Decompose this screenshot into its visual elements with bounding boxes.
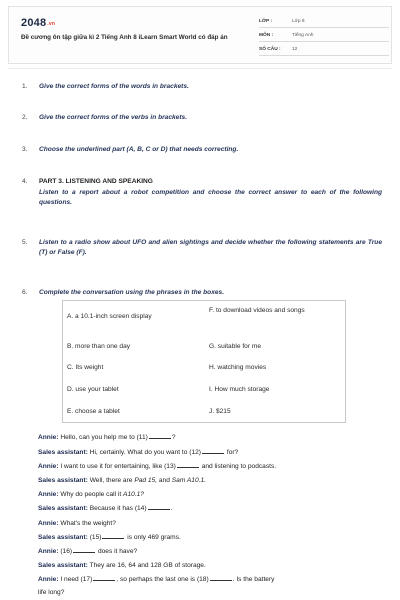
item-number: 5.	[22, 239, 28, 246]
phrase-option: E. choose a tablet	[67, 408, 120, 415]
phrase-option: H. watching movies	[209, 364, 267, 371]
line-text: does it have?	[97, 548, 138, 555]
meta-value: 12	[292, 47, 298, 52]
answer-blank[interactable]	[148, 504, 170, 510]
line-text: I want to use it for entertaining, like	[60, 463, 163, 470]
speaker-name: Sales assistant:	[38, 534, 88, 541]
speaker-name: Annie:	[38, 491, 59, 498]
dialogue-line	[38, 519, 388, 529]
document-title: Đề cương ôn tập giữa kì 2 Tiếng Anh 8 iLearn Smart World có đáp án	[21, 34, 228, 41]
phrase-option: A. a 10.1-inch screen display	[67, 313, 152, 320]
line-text: Hi, certainly. What do you want to	[89, 449, 188, 456]
dialogue-line	[38, 561, 388, 571]
product-name: Sam A10.1.	[171, 477, 206, 484]
line-text: for?	[226, 449, 239, 456]
line-text: .	[170, 505, 173, 512]
line-text: Because it has	[89, 505, 133, 512]
speaker-name: Annie:	[38, 576, 59, 583]
dialogue-line	[38, 490, 388, 500]
line-text: , so perhaps the last one is	[116, 576, 196, 583]
speaker-name: Annie:	[38, 520, 59, 527]
dialogue-line	[38, 575, 388, 598]
speaker-name: Annie:	[38, 463, 59, 470]
line-text: They are 16, 64 and 128 GB of storage.	[89, 562, 206, 569]
answer-blank[interactable]	[210, 575, 232, 581]
answer-blank[interactable]	[202, 448, 224, 454]
phrase-option: J. $215	[209, 408, 231, 415]
section-title: PART 3. LISTENING AND SPEAKING	[39, 178, 153, 185]
line-continuation: life long?	[38, 589, 65, 596]
header-divider	[8, 68, 392, 69]
meta-label: LỚP :	[259, 19, 273, 24]
answer-blank[interactable]	[102, 533, 124, 539]
speaker-name: Sales assistant:	[38, 562, 88, 569]
line-text: Why do people call it	[60, 491, 122, 498]
logo-suffix: .vn	[47, 21, 56, 27]
meta-label: SỐ CÂU :	[259, 47, 281, 52]
speaker-name: Sales assistant:	[38, 449, 88, 456]
item-instruction: Give the correct forms of the words in brackets.	[39, 83, 189, 90]
item-number: 4.	[22, 178, 28, 185]
meta-value: Tiếng Anh	[292, 33, 314, 38]
phrase-box	[62, 300, 346, 423]
blank-number: (17)	[80, 576, 93, 583]
phrase-option: B. more than one day	[67, 343, 131, 350]
blank-number: (18)	[196, 576, 209, 583]
item-instruction: Choose the underlined part (A, B, C or D) that needs correcting.	[39, 146, 239, 153]
answer-blank[interactable]	[149, 433, 171, 439]
speaker-name: Sales assistant:	[38, 477, 88, 484]
item-number: 1.	[22, 83, 28, 90]
item-instruction: Complete the conversation using the phrases in the boxes.	[39, 289, 225, 296]
phrase-option: F. to download videos and songs	[209, 307, 305, 314]
blank-number: (16)	[60, 548, 73, 555]
site-logo[interactable]: 2048.vn	[21, 17, 56, 29]
answer-blank[interactable]	[73, 547, 95, 553]
dialogue-line	[38, 433, 388, 443]
item-instruction: Listen to a report about a robot competition and choose the correct answer to each of the following questions.	[39, 189, 382, 207]
speaker-name: Annie:	[38, 548, 59, 555]
phrase-option: C. Its weight	[67, 364, 104, 371]
speaker-name: Sales assistant:	[38, 505, 88, 512]
blank-number: (11)	[136, 434, 148, 441]
item-number: 2.	[22, 114, 28, 121]
blank-number: (15)	[89, 534, 102, 541]
blank-number: (13)	[164, 463, 176, 470]
blank-number: (14)	[134, 505, 147, 512]
product-name: Pad 15,	[134, 477, 158, 484]
line-text: I need	[60, 576, 79, 583]
line-text: and	[158, 477, 170, 484]
item-instruction: Give the correct forms of the verbs in brackets.	[39, 114, 188, 121]
item-instruction: Listen to a radio show about UFO and alien sightings and decide whether the following statements are True (T) or False (F).	[39, 239, 382, 257]
dialogue-line	[38, 476, 388, 486]
answer-blank[interactable]	[177, 462, 199, 468]
meta-question-count	[259, 44, 389, 56]
line-text: Hello, can you help me to	[60, 434, 135, 441]
answer-blank[interactable]	[93, 575, 115, 581]
blank-number: (12)	[189, 449, 202, 456]
dialogue-line	[38, 504, 388, 514]
product-name: A10.1?	[123, 491, 144, 498]
line-text: . Is the battery	[232, 576, 275, 583]
document-header	[8, 6, 392, 64]
meta-class	[259, 16, 389, 28]
dialogue-line	[38, 448, 388, 458]
phrase-option: G. suitable for me	[209, 343, 262, 350]
line-text: and listening to podcasts.	[201, 463, 277, 470]
line-text: What's the weight?	[60, 520, 116, 527]
dialogue-line	[38, 533, 388, 543]
line-text: Well, there are	[89, 477, 133, 484]
item-number: 3.	[22, 146, 28, 153]
phrase-option: I. How much storage	[209, 386, 270, 393]
line-text: ?	[171, 434, 176, 441]
meta-label: MÔN :	[259, 33, 274, 38]
meta-value: Lớp 8	[292, 19, 305, 24]
item-number: 6.	[22, 289, 28, 296]
phrase-option: D. use your tablet	[67, 386, 119, 393]
line-text: is only 469 grams.	[127, 534, 181, 541]
meta-subject	[259, 30, 389, 42]
dialogue-line	[38, 462, 388, 472]
speaker-name: Annie:	[38, 434, 59, 441]
dialogue-line	[38, 547, 388, 557]
